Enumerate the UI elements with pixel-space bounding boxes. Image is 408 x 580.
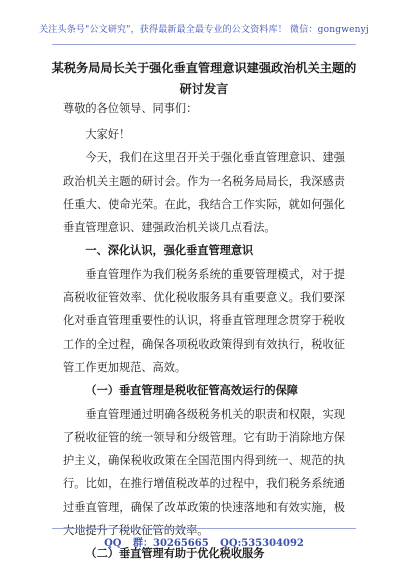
footer-divider <box>52 528 356 529</box>
footer-contact: QQ 群：30265665 QQ:535304092 <box>104 538 304 549</box>
subsection-2-heading: （二）垂直管理有助于优化税收服务 <box>85 546 265 561</box>
intro-paragraph: 今天，我们在这里召开关于强化垂直管理意识、建强政治机关主题的研讨会。作为一名税务局局长，我深感责任重大、使命光荣。在此，我结合工作实际，就如何强化垂直管理意识、建强政治机关谈几点看法。 <box>63 151 345 235</box>
header-divider <box>52 44 356 45</box>
header-note: 关注头条号"公文研究"，获得最新最全最专业的公文资料库！ 微信：gongwenyj <box>39 25 369 35</box>
body-content <box>63 123 345 566</box>
section-1-heading: 一、深化认识，强化垂直管理意识 <box>85 243 254 258</box>
title-line-1: 某税务局局长关于强化垂直管理意识建强政治机关主题的 <box>51 61 357 75</box>
document-title <box>40 58 368 100</box>
title-line-2: 研讨发言 <box>179 82 229 96</box>
section-1-paragraph: 垂直管理作为我们税务系统的重要管理模式，对于提高税收征管效率、优化税收服务具有重要意义。我们要深化对垂直管理重要性的认识，将垂直管理理念贯穿于税收工作的全过程，确保各项税收政策得到有效执行，税收征管工作更加规范、高效。 <box>63 267 345 374</box>
subsection-1-paragraph: 垂直管理通过明确各级税务机关的职责和权限，实现了税收征管的统一领导和分级管理。它有助于消除地方保护主义，确保税收政策在全国范围内得到统一、规范的执行。比如，在推行增值税改革的过程中，我们税务系统通过垂直管理，确保了改革政策的快速落地和有效实施，极大地提升了税收征管的效率。 <box>63 407 345 538</box>
greeting: 尊敬的各位领导、同事们： <box>63 102 198 115</box>
subsection-1-heading: （一）垂直管理是税收征管高效运行的保障 <box>85 383 298 398</box>
hello-line: 大家好！ <box>85 128 131 141</box>
